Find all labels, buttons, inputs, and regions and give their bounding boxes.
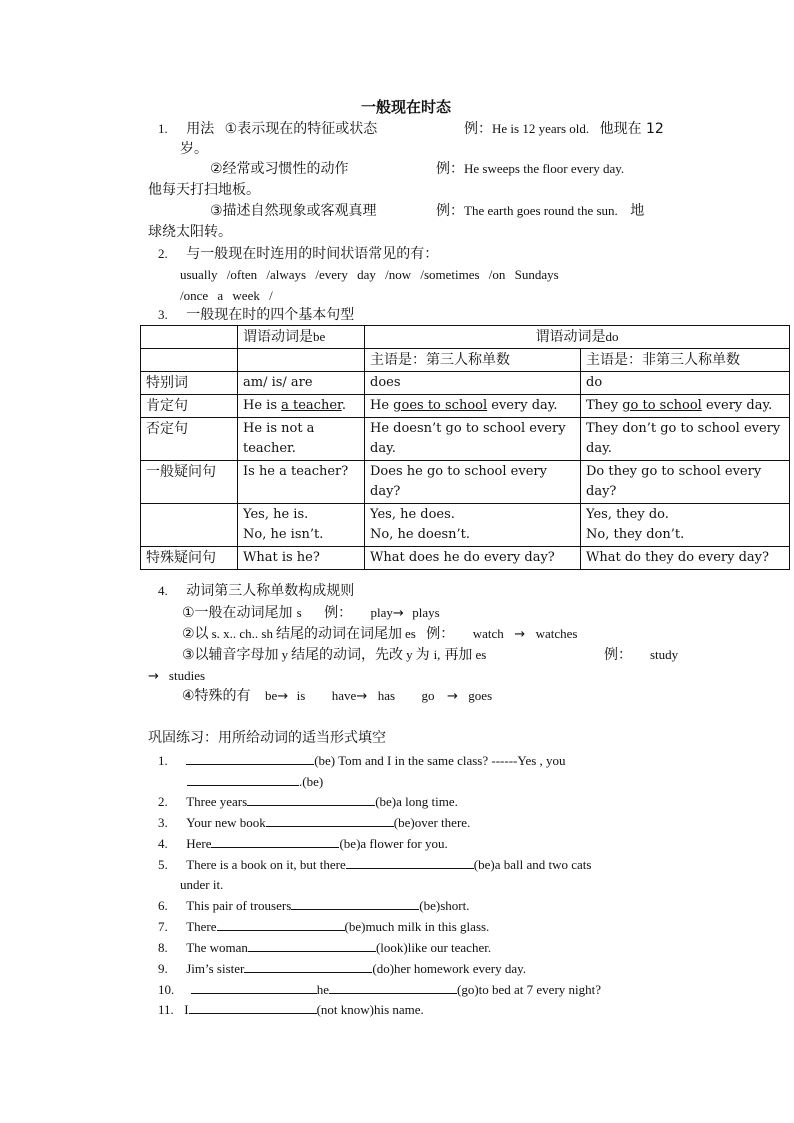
time-adverbials-line-2: /once a week / xyxy=(180,288,273,303)
usage-1-translation-end: 岁。 xyxy=(180,141,208,157)
header-be: 谓语动词是be xyxy=(238,326,365,349)
table-row: 肯定句 He is a teacher. He goes to school every day. They go to school every day. xyxy=(141,395,790,418)
table-row: 一般疑问句 Is he a teacher? Does he go to school every day? Do they go to school every day? xyxy=(141,461,790,504)
answer-blank[interactable] xyxy=(244,959,372,973)
row-label: 特别词 xyxy=(141,372,238,395)
practice-heading: 巩固练习：用所给动词的适当形式填空 xyxy=(148,730,386,746)
usage-1-example: 例：He is 12 years old. 他现在 12 xyxy=(464,121,664,137)
arrow-icon: → xyxy=(148,669,159,684)
rule-4: ④特殊的有 be→ is have→ has go → goes xyxy=(182,688,493,704)
rule-3-example: 例： study xyxy=(604,647,679,663)
usage-2: ②经常或习惯性的动作 xyxy=(210,161,349,177)
rule-1: ①一般在动词尾加 s 例： play→ plays xyxy=(182,605,440,621)
answer-blank[interactable] xyxy=(187,772,299,786)
arrow-icon: → xyxy=(356,689,368,704)
answer-blank[interactable] xyxy=(211,834,339,848)
usage-2-example: 例：He sweeps the floor every day. xyxy=(436,161,625,177)
answer-blank[interactable] xyxy=(248,938,376,952)
row-label: 肯定句 xyxy=(141,395,238,418)
arrow-icon: → xyxy=(392,606,404,621)
section-3-heading: 3. 一般现在时的四个基本句型 xyxy=(158,307,355,323)
question-5-cont: under it. xyxy=(180,877,224,892)
answer-blank[interactable] xyxy=(247,792,375,806)
sentence-pattern-table xyxy=(140,325,790,570)
answer-blank[interactable] xyxy=(329,980,457,994)
answer-blank[interactable] xyxy=(191,980,317,994)
arrow-icon: → xyxy=(446,689,458,704)
rule-2: ②以 s. x.. ch.. sh 结尾的动词在词尾加 es 例： watch → watches xyxy=(182,626,578,642)
question-9: 9. Jim’s sister (do)her homework every day. xyxy=(158,961,527,976)
answer-blank[interactable] xyxy=(186,751,314,765)
question-7: 7. There (be)much milk in this glass. xyxy=(158,919,490,934)
arrow-icon: → xyxy=(277,689,289,704)
row-label: 一般疑问句 xyxy=(141,461,238,504)
answer-blank[interactable] xyxy=(266,813,394,827)
answer-blank[interactable] xyxy=(217,917,345,931)
question-6: 6. This pair of trousers (be)short. xyxy=(158,898,470,913)
rule-3-example-result: → studies xyxy=(148,668,206,684)
question-11: 11. I (not know)his name. xyxy=(158,1002,424,1017)
question-8: 8. The woman (look)like our teacher. xyxy=(158,940,492,955)
page-title: 一般现在时态 xyxy=(361,98,452,116)
question-4: 4. Here (be)a flower for you. xyxy=(158,836,448,851)
row-label: 否定句 xyxy=(141,418,238,461)
table-row: 否定句 He is not a teacher. He doesn’t go to school every day. They don’t go to school every day. xyxy=(141,418,790,461)
section-2-heading: 2. 与一般现在时连用的时间状语常见的有： xyxy=(158,246,439,262)
rule-3: ③以辅音字母加 y 结尾的动词，先改 y 为 i, 再加 es xyxy=(182,647,487,663)
usage-3: ③描述自然现象或客观真理 xyxy=(210,203,377,219)
section-number: 1. xyxy=(158,121,168,136)
header-do: 谓语动词是do xyxy=(365,326,790,349)
table-row: Yes, he is. No, he isn’t. Yes, he does. No, he doesn’t. Yes, they do. No, they don’t. xyxy=(141,504,790,547)
usage-3-translation-end: 球绕太阳转。 xyxy=(148,224,232,240)
arrow-icon: → xyxy=(514,627,526,642)
question-3: 3. Your new book (be)over there. xyxy=(158,815,471,830)
question-1-cont: .(be) xyxy=(187,772,323,791)
question-5: 5. There is a book on it, but there (be)a ball and two cats xyxy=(158,857,592,872)
answer-blank[interactable] xyxy=(189,1000,317,1014)
table-subheader-row xyxy=(141,349,790,372)
question-10: 10. he (go)to bed at 7 every night? xyxy=(158,982,602,997)
subheader-non-third-person: 主语是：非第三人称单数 xyxy=(581,349,790,372)
time-adverbials-line-1: usually /often /always /every day /now /sometimes /on Sundays xyxy=(180,267,559,282)
usage-2-translation: 他每天打扫地板。 xyxy=(148,182,260,198)
row-label: 特殊疑问句 xyxy=(141,547,238,570)
table-row: 特别词 am/ is/ are does do xyxy=(141,372,790,395)
section-4-heading: 4. 动词第三人称单数构成规则 xyxy=(158,583,355,599)
question-1: 1. (be) Tom and I in the same class? ------Yes , you xyxy=(158,753,566,768)
question-2: 2. Three years (be)a long time. xyxy=(158,794,458,809)
usage-3-example: 例：The earth goes round the sun. 地 xyxy=(436,203,645,219)
subheader-third-person: 主语是：第三人称单数 xyxy=(365,349,581,372)
table-row: 特殊疑问句 What is he? What does he do every day? What do they do every day? xyxy=(141,547,790,570)
answer-blank[interactable] xyxy=(291,896,419,910)
answer-blank[interactable] xyxy=(346,855,474,869)
section-1-line-1: 1. 用法 ①表示现在的特征或状态 xyxy=(158,121,378,137)
table-header-row xyxy=(141,326,790,349)
